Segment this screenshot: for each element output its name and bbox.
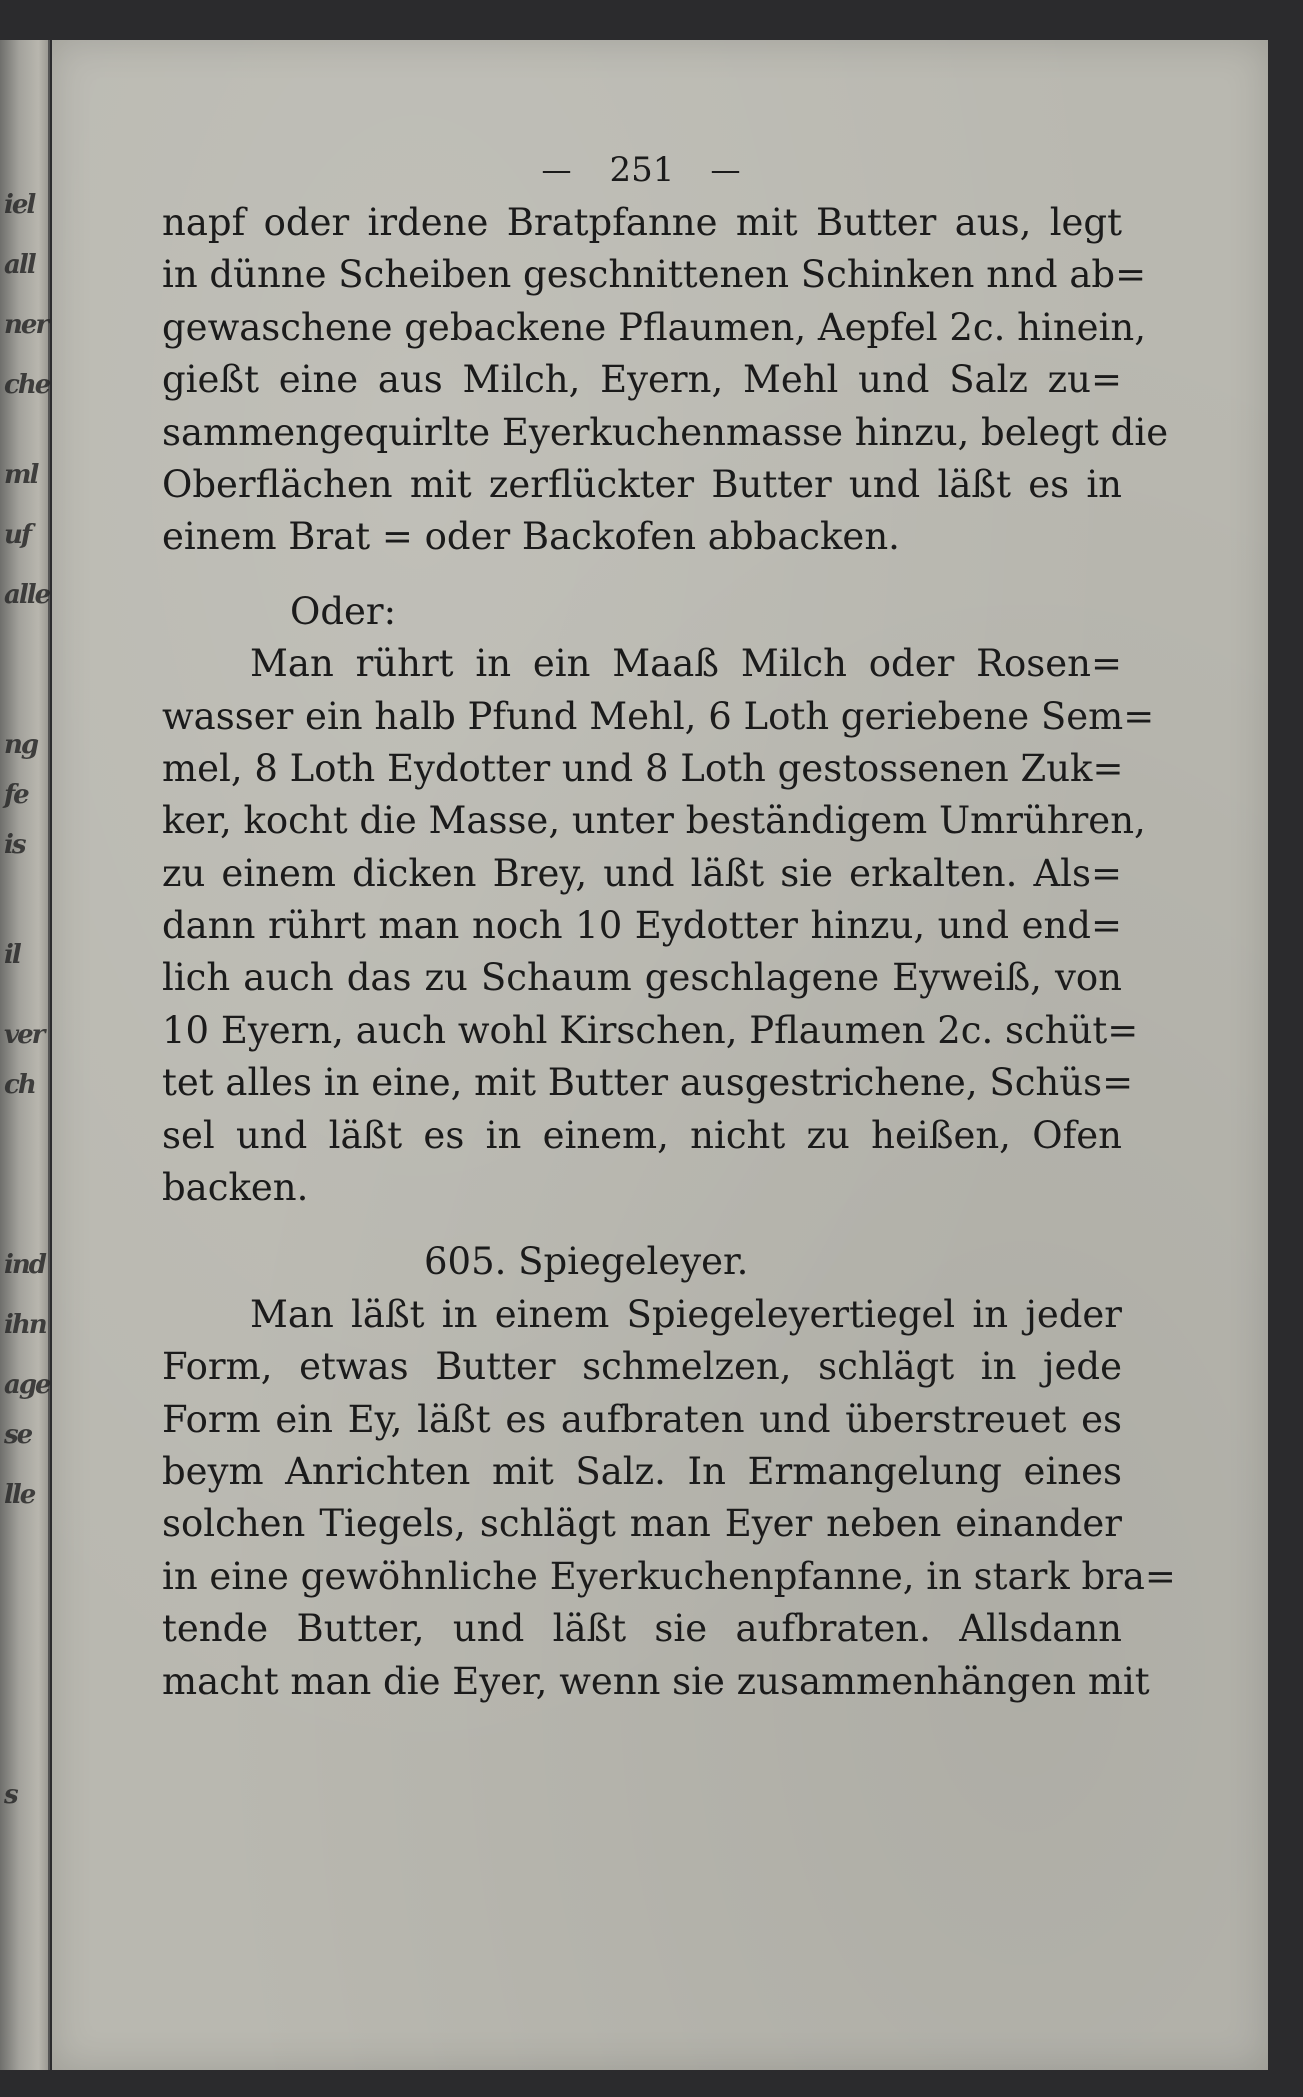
text-line: einem Brat = oder Backofen abbacken. (162, 515, 900, 559)
margin-fragment: se (4, 1420, 32, 1450)
text-line: Man läßt in einem Spiegeleyertiegel in jeder (250, 1292, 1122, 1336)
text-line: tet alles in eine, mit Butter ausgestrichene, Schüs= (162, 1061, 1134, 1105)
margin-fragment: s (4, 1780, 17, 1810)
margin-fragment: che (4, 370, 50, 400)
text-line: tende Butter, und läßt sie aufbraten. Allsdann (162, 1607, 1122, 1651)
text-line: wasser ein halb Pfund Mehl, 6 Loth geriebene Sem= (162, 694, 1155, 738)
text-line: solchen Tiegels, schlägt man Eyer neben einander (162, 1502, 1122, 1546)
margin-fragment: iel (4, 190, 35, 220)
text-line: dann rührt man noch 10 Eydotter hinzu, und end= (162, 904, 1122, 948)
text-line: backen. (162, 1166, 309, 1210)
paragraph-oder (162, 638, 1155, 1214)
spacer (162, 1214, 1122, 1236)
margin-fragment: ml (4, 460, 38, 490)
margin-fragment: ng (4, 730, 38, 760)
text-line: beym Anrichten mit Salz. In Ermangelung eines (162, 1449, 1122, 1493)
adjacent-page-edge (0, 40, 50, 2070)
margin-fragment: ver (4, 1020, 44, 1050)
margin-fragment: age (4, 1370, 50, 1400)
text-line: 10 Eyern, auch wohl Kirschen, Pflaumen 2c. schüt= (162, 1008, 1139, 1052)
paragraph-spiegeleyer (162, 1289, 1176, 1708)
margin-fragment: ch (4, 1070, 35, 1100)
margin-fragment: alle (4, 580, 50, 610)
text-line: in eine gewöhnliche Eyerkuchenpfanne, in stark bra= (162, 1554, 1176, 1598)
margin-fragment: lle (4, 1480, 35, 1510)
text-line: macht man die Eyer, wenn sie zusammenhängen mit (162, 1659, 1150, 1703)
header-dash-right: — (710, 152, 743, 188)
page-header (162, 145, 1122, 195)
text-line: Form, etwas Butter schmelzen, schlägt in jede (162, 1345, 1122, 1389)
text-line: Man rührt in ein Maaß Milch oder Rosen= (250, 642, 1122, 686)
margin-fragment: ind (4, 1250, 45, 1280)
margin-fragment: il (4, 940, 20, 970)
text-line: mel, 8 Loth Eydotter und 8 Loth gestossenen Zuk= (162, 746, 1124, 790)
spacer (162, 564, 1122, 586)
oder-heading: Oder: (290, 589, 397, 633)
text-line: zu einem dicken Brey, und läßt sie erkalten. Als= (162, 851, 1122, 895)
margin-fragment: all (4, 250, 35, 280)
paragraph-continuation (162, 197, 1169, 564)
text-line: gewaschene gebackene Pflaumen, Aepfel 2c. hinein, (162, 305, 1146, 349)
text-line: Form ein Ey, läßt es aufbraten und überstreuet es (162, 1397, 1122, 1441)
text-line: ker, kocht die Masse, unter beständigem Umrühren, (162, 799, 1146, 843)
page-number: 251 (609, 150, 675, 190)
text-line: napf oder irdene Bratpfanne mit Butter aus, legt (162, 201, 1122, 244)
page-text (162, 145, 1176, 1708)
margin-fragment: ner (4, 310, 48, 340)
margin-fragment: is (4, 830, 25, 860)
recipe-title: 605. Spiegeleyer. (424, 1240, 749, 1284)
text-line: Oberflächen mit zerflückter Butter und läßt es in (162, 462, 1122, 506)
text-line: gießt eine aus Milch, Eyern, Mehl und Salz zu= (162, 358, 1122, 402)
text-line: sel und läßt es in einem, nicht zu heißen, Ofen (162, 1113, 1122, 1157)
text-line: lich auch das zu Schaum geschlagene Eyweiß, von (162, 956, 1122, 1000)
book-page (52, 40, 1268, 2070)
text-line: sammengequirlte Eyerkuchenmasse hinzu, belegt die (162, 410, 1169, 454)
text-line: in dünne Scheiben geschnittenen Schinken nnd ab= (162, 253, 1147, 297)
margin-fragment: ihn (4, 1310, 46, 1340)
margin-fragment: fe (4, 780, 28, 810)
margin-fragment: uf (4, 520, 31, 550)
header-dash-left: — (541, 152, 574, 188)
